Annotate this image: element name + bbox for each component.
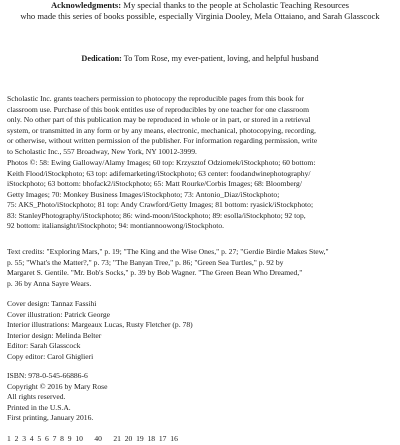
copyright-line: Copyright © 2016 by Mary Rose [7, 381, 108, 391]
photo-credits [7, 158, 395, 232]
cover-illustration-credit: Cover illustration: Patrick George [7, 309, 110, 319]
text-credits-line: p. 36 by Anna Sayre Wears. [7, 278, 92, 288]
photo-credits-line: 92 bottom: italiansight/iStockphoto; 94: montiannoowong/iStockphoto. [7, 221, 225, 230]
permissions-line: classroom use. Purchase of this book entitles use of reproducibles by one teacher for one classroom [7, 104, 309, 114]
cover-design-credit: Cover design: Tannaz Fassihi [7, 299, 97, 308]
printing-number-line: 1 2 3 4 5 6 7 8 9 10 40 21 20 19 18 17 16 [7, 434, 178, 443]
acknowledgments-heading: Acknowledgments: [50, 0, 122, 10]
text-credits-line: p. 55; "What's the Matter?," p. 73; "The Banyan Tree," p. 86; "Green Sea Turtles," p. 92 by [7, 257, 284, 267]
photo-credits-line: Photos ©: 58: Ewing Galloway/Alamy Images; 60 top: Krzysztof Odziomek/iStockphoto; 60 bottom: [7, 158, 316, 167]
text-credits-line: Text credits: "Exploring Mars," p. 19; "The King and the Wise Ones," p. 27; "Gerdie Birdie Makes Stew," [7, 247, 329, 256]
permissions-line: only. No other part of this publication may be reproduced in whole or in part, or stored in a retrieval [7, 115, 311, 124]
permissions-line: or otherwise, without written permission of the publisher. For information regarding permission, write [7, 136, 318, 145]
permissions-line: system, or transmitted in any form or by any means, electronic, mechanical, photocopying, recording, [7, 125, 316, 135]
interior-design-credit: Interior design: Melinda Belter [7, 330, 102, 340]
acknowledgments [0, 0, 400, 22]
text-credits-line: Margaret S. Gentile. "Mr. Bob's Socks," p. 39 by Bob Wagner. "The Green Bean Who Dreamed," [7, 268, 303, 277]
text-credits [7, 247, 395, 289]
dedication-heading: Dedication: [81, 54, 122, 63]
photo-credits-line: Keith Flood/iStockphoto; 63 top: adifemarketing/iStockphoto; 63 center: foodandwinephotography/ [7, 168, 311, 178]
rights-reserved: All rights reserved. [7, 392, 66, 401]
permissions-line: to Scholastic Inc., 557 Broadway, New York, NY 10012-3999. [7, 146, 197, 156]
dedication [0, 53, 400, 64]
printed-in: Printed in the U.S.A. [7, 402, 71, 412]
photo-credits-line: 75: AKS_Photo/iStockphoto; 81 top: Andy Crawford/Getty Images; 81 bottom: ryasick/iStockphoto; [7, 200, 314, 209]
permissions-line: Scholastic Inc. grants teachers permission to photocopy the reproducible pages from this book for [7, 94, 304, 103]
acknowledgments-text-line1: My special thanks to the people at Scholastic Teaching Resources [123, 0, 350, 10]
first-printing: First printing, January 2016. [7, 413, 94, 422]
photo-credits-line: iStockphoto; 63 bottom: bhofack2/iStockphoto; 65: Matt Rourke/Corbis Images; 68: Bloomberg/ [7, 179, 302, 188]
interior-illustrations-credit: Interior illustrations: Margeaux Lucas, Rusty Fletcher (p. 78) [7, 320, 193, 329]
photo-credits-line: 83: StanleyPhotography/iStockphoto; 86: wind-moon/iStockphoto; 89: esolla/iStockphoto; 92 top, [7, 210, 306, 220]
design-credits [7, 299, 395, 362]
photo-credits-line: Getty Images; 70: Monkey Business Images/iStockphoto; 73: Antonio_Diaz/iStockphoto; [7, 189, 280, 199]
copy-editor-credit: Copy editor: Carol Ghiglieri [7, 351, 94, 361]
acknowledgments-text-line2: who made this series of books possible, especially Virginia Dooley, Mela Ottaiano, and Sarah Glasscock [20, 11, 380, 21]
dedication-text: To Tom Rose, my ever-patient, loving, and helpful husband [123, 54, 319, 63]
legal-info [7, 371, 395, 424]
isbn: ISBN: 978-0-545-66886-6 [7, 371, 88, 380]
permissions-notice [7, 94, 395, 157]
editor-credit: Editor: Sarah Glasscock [7, 341, 81, 350]
